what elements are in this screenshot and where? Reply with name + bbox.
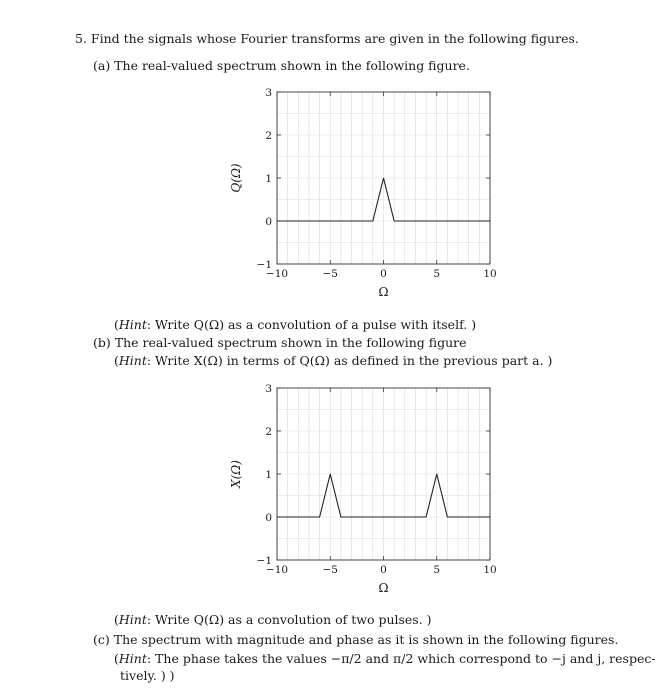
x-tick-label: 5: [433, 564, 441, 576]
part-b-label: (b) The real-valued spectrum shown in the following figure: [93, 335, 467, 350]
x-tick-label: −10: [265, 268, 289, 280]
x-tick-label: 0: [380, 268, 387, 280]
part-b-hint: (Hint: Write X(Ω) in terms of Q(Ω) as defined in the previous part a. ): [114, 353, 553, 368]
part-c-label: (c) The spectrum with magnitude and phase as it is shown in the following figures.: [93, 632, 619, 647]
chart-q-omega: [220, 82, 520, 307]
y-tick-label: 0: [265, 512, 272, 524]
x-tick-label: 10: [483, 268, 497, 280]
x-tick-label: 0: [380, 564, 387, 576]
part-c-hint: (Hint: The phase takes the values −π/2 and π/2 which correspond to −j and j, respec-: [114, 651, 656, 666]
y-tick-label: −1: [256, 259, 272, 271]
part-c-hint-cont: tively. ) ): [120, 668, 175, 683]
x-tick-label: 10: [483, 564, 497, 576]
y-tick-label: 1: [265, 173, 272, 185]
x-axis-label: Ω: [378, 581, 389, 595]
x-axis-label: Ω: [378, 285, 389, 299]
part-b-hint2: (Hint: Write Q(Ω) as a convolution of two pulses. ): [114, 612, 432, 627]
y-axis-label: X(Ω): [229, 460, 243, 488]
y-tick-label: 2: [265, 130, 272, 142]
part-a-label: (a) The real-valued spectrum shown in the following figure.: [93, 58, 470, 73]
x-tick-label: −10: [265, 564, 289, 576]
x-tick-label: −5: [322, 268, 338, 280]
x-tick-label: 5: [433, 268, 441, 280]
y-tick-label: 0: [265, 216, 272, 228]
y-tick-label: 3: [265, 383, 272, 395]
y-tick-label: −1: [256, 555, 272, 567]
part-a-hint: (Hint: Write Q(Ω) as a convolution of a pulse with itself. ): [114, 317, 477, 332]
y-axis-label: Q(Ω): [229, 163, 243, 193]
y-tick-label: 2: [265, 426, 272, 438]
y-tick-label: 1: [265, 469, 272, 481]
problem-heading: 5. Find the signals whose Fourier transforms are given in the following figures.: [75, 31, 579, 46]
x-tick-label: −5: [322, 564, 338, 576]
chart-x-omega: [220, 378, 520, 603]
y-tick-label: 3: [265, 87, 272, 99]
